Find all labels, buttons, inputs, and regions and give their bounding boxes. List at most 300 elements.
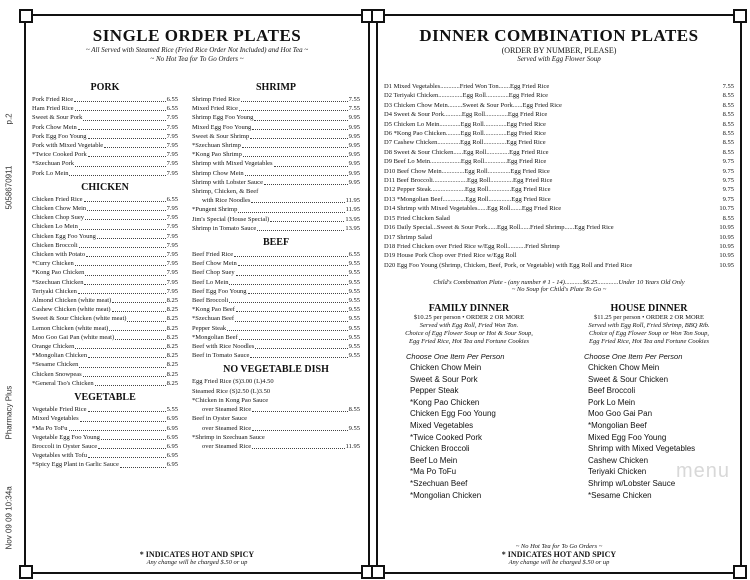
menu-item — [32, 296, 178, 305]
combination-item-name: D18 Fried Chicken over Fried Rice w/Egg Roll...........Fried Shrimp — [384, 242, 560, 250]
menu-item-name: Shrimp with Lobster Sauce — [192, 178, 263, 186]
leader-dots — [86, 250, 166, 257]
leader-dots — [75, 159, 166, 166]
menu-item-price: 9.55 — [348, 306, 360, 314]
menu-item-name: Ham Fried Rice — [32, 105, 74, 113]
menu-item — [192, 178, 360, 187]
menu-item-price: 8.25 — [166, 379, 178, 387]
menu-item — [192, 141, 360, 150]
menu-item-name: over Steamed Rice — [202, 424, 252, 432]
menu-item-name: Mixed Egg Foo Young — [192, 123, 252, 131]
menu-item-name: Chicken with Potato — [32, 251, 86, 259]
leader-dots — [274, 159, 348, 166]
menu-item-price: 9.55 — [348, 278, 360, 286]
menu-item — [32, 222, 178, 231]
menu-item-name: *General Tso's Chicken — [32, 379, 94, 387]
leader-dots — [264, 178, 348, 185]
menu-item-price: 6.55 — [166, 195, 178, 203]
leader-dots — [239, 104, 348, 111]
menu-item-price: 7.95 — [166, 169, 178, 177]
combination-item-price: 8.55 — [722, 214, 734, 222]
vegetable-list — [32, 405, 178, 469]
menu-item — [32, 150, 178, 159]
menu-item — [32, 305, 178, 314]
menu-item-price: 8.25 — [166, 333, 178, 341]
corner-decoration — [733, 9, 747, 23]
menu-item — [32, 232, 178, 241]
menu-item — [192, 205, 360, 214]
menu-item-price: 6.95 — [166, 442, 178, 450]
fax-phone: 5058670911 — [4, 165, 14, 210]
menu-item-name: *Szechuan Beef — [192, 315, 235, 323]
menu-item-price: 9.55 — [348, 269, 360, 277]
menu-item-price: 7.95 — [166, 260, 178, 268]
combination-item-price: 8.55 — [722, 111, 734, 119]
family-dinner-section — [386, 303, 552, 501]
menu-item-price: 9.55 — [348, 287, 360, 295]
fax-page: p.2 — [4, 113, 14, 125]
menu-item-name: Egg Fried Rice (S)3.00 (L)4.50 — [192, 378, 274, 386]
leader-dots — [254, 113, 347, 120]
menu-item-price: 9.95 — [348, 178, 360, 186]
menu-item-price: 8.55 — [348, 406, 360, 414]
egg-flower-soup-note: Served with Egg Flower Soup — [517, 55, 601, 63]
corner-decoration — [19, 565, 33, 579]
menu-item — [192, 342, 360, 351]
menu-item-price: 8.25 — [166, 370, 178, 378]
leader-dots — [88, 150, 166, 157]
leader-dots — [229, 278, 347, 285]
combination-item — [384, 120, 734, 129]
change-charge-note: Any change will be charged $.50 or up — [146, 559, 248, 566]
menu-item — [32, 442, 178, 451]
leader-dots — [235, 314, 348, 321]
corner-decoration — [371, 565, 385, 579]
menu-item-name: *Curry Chicken — [32, 260, 74, 268]
combination-item-name: D13 *Mongolian Beef..............Egg Roll..............Egg Fried Rice — [384, 195, 551, 203]
menu-item-price: 9.95 — [348, 151, 360, 159]
menu-item — [32, 259, 178, 268]
combination-item-name: D12 Pepper Steak.....................Egg Roll..............Egg Fried Rice — [384, 186, 551, 194]
combination-item-price: 9.75 — [722, 195, 734, 203]
menu-item — [32, 451, 178, 460]
menu-item — [192, 314, 360, 323]
menu-item-price: 9.95 — [348, 123, 360, 131]
menu-item-price: 7.95 — [166, 241, 178, 249]
leader-dots — [252, 405, 348, 412]
menu-item — [32, 204, 178, 213]
menu-item-name: Chicken Snowpeas — [32, 370, 82, 378]
menu-item-price: 9.55 — [348, 343, 360, 351]
vegetable-heading: VEGETABLE — [74, 392, 136, 404]
menu-item-name: *Mongolian Chicken — [32, 352, 88, 360]
watermark: menu — [675, 460, 730, 482]
combination-item-name: D2 Teriyaki Chicken...............Egg Roll..............Egg Fried Rice — [384, 92, 549, 100]
menu-item — [192, 95, 360, 104]
menu-item — [192, 132, 360, 141]
combination-item — [384, 82, 734, 91]
menu-item-name: Vegetable Egg Foo Young — [32, 433, 100, 441]
fax-date: Nov 09 09 10:34a — [4, 486, 14, 550]
dinner-choice-item: *Kong Pao Chicken — [410, 397, 480, 407]
menu-item-price: 8.25 — [166, 324, 178, 332]
leader-dots — [257, 224, 344, 231]
menu-item — [192, 159, 360, 168]
menu-item-name: Beef Lo Mein — [192, 278, 229, 286]
menu-item — [32, 342, 178, 351]
menu-item-price: 9.55 — [348, 260, 360, 268]
dinner-choice-item: Shrimp w/Lobster Sauce — [588, 478, 676, 488]
leader-dots — [97, 232, 166, 239]
spicy-note: * INDICATES HOT AND SPICY — [501, 550, 617, 559]
single-order-footer — [26, 550, 368, 566]
menu-item-name: Cashew Chicken (white meat) — [32, 306, 111, 314]
dinner-choice-item: *Twice Cooked Pork — [410, 432, 483, 442]
menu-item-name: Sweet & Sour Pork — [32, 114, 83, 122]
no-hot-tea-note: ~ No Hot Tea for To Go Orders ~ — [515, 543, 603, 550]
menu-item-name: Almond Chicken (white meat) — [32, 297, 112, 305]
combination-item — [384, 223, 734, 232]
single-order-title: SINGLE ORDER PLATES — [92, 26, 302, 45]
menu-item-price: 6.95 — [166, 461, 178, 469]
leader-dots — [79, 241, 166, 248]
menu-item-name: *Pungent Shrimp — [192, 206, 238, 214]
menu-item-price: 5.55 — [166, 406, 178, 414]
leader-dots — [252, 442, 345, 449]
menu-item-name: Chicken Chop Suey — [32, 214, 84, 222]
leader-dots — [75, 104, 166, 111]
leader-dots — [252, 424, 348, 431]
menu-item — [32, 278, 178, 287]
family-choose-note: Choose One Item Per Person — [406, 352, 505, 361]
left-menu-column — [32, 78, 178, 470]
combination-item-name: D8 Sweet & Sour Chicken......Egg Roll..............Egg Fried Rice — [384, 148, 549, 156]
menu-item-price: 7.95 — [166, 278, 178, 286]
combination-item — [384, 242, 734, 251]
menu-item — [32, 414, 178, 423]
dinner-choice-item: *Ma Po ToFu — [410, 467, 457, 477]
menu-item-price: 6.95 — [166, 415, 178, 423]
single-order-subtitle: ~ All Served with Steamed Rice (Fried Rice Order Not Included) and Hot Tea ~ — [85, 46, 309, 54]
combination-item-name: D3 Chicken Chow Mein.........Sweet & Sour Pork......Egg Fried Rice — [384, 101, 562, 109]
dinner-choice-item: *Mongolian Beef — [588, 420, 647, 430]
menu-item-price: 7.55 — [348, 96, 360, 103]
combination-item-name: D7 Cashew Chicken..............Egg Roll..............Egg Fried Rice — [384, 139, 546, 147]
menu-item-name: Chicken Lo Mein — [32, 223, 78, 231]
menu-item — [32, 351, 178, 360]
pork-heading: PORK — [90, 82, 120, 93]
menu-item-price: 7.95 — [166, 251, 178, 259]
leader-dots — [227, 324, 348, 331]
dinner-choice-item: Shrimp with Mixed Vegetables — [588, 444, 696, 454]
menu-item — [32, 195, 178, 204]
menu-item-price: 9.55 — [348, 424, 360, 432]
menu-item-name: Moo Goo Gai Pan (white meat) — [32, 333, 115, 341]
combination-item-price: 8.55 — [722, 101, 734, 109]
menu-item — [32, 141, 178, 150]
menu-item — [32, 169, 178, 178]
menu-item — [32, 132, 178, 141]
menu-item — [32, 333, 178, 342]
combination-item — [384, 251, 734, 260]
house-dinner-desc: Egg Fried Rice, Hot Tea and Fortune Cookies — [589, 338, 709, 345]
menu-item — [192, 196, 360, 205]
leader-dots — [79, 222, 166, 229]
leader-dots — [241, 95, 348, 102]
family-dinner-heading: FAMILY DINNER — [428, 303, 510, 314]
menu-item-name: Sweet & Sour Shrimp — [192, 132, 250, 140]
child-plate-section — [378, 279, 740, 293]
menu-item — [32, 287, 178, 296]
dinner-choice-item: *Sesame Chicken — [588, 490, 652, 500]
combination-item-price: 9.75 — [722, 167, 734, 175]
family-choice-list — [406, 362, 552, 501]
fax-header-strip — [0, 0, 14, 580]
combination-item — [384, 138, 734, 147]
order-by-number-note: (ORDER BY NUMBER, PLEASE) — [501, 46, 617, 55]
leader-dots — [75, 342, 165, 349]
dinner-choice-item: Chicken Chow Mein — [410, 363, 482, 372]
menu-item — [32, 113, 178, 122]
leader-dots — [79, 360, 165, 367]
menu-item — [192, 215, 360, 224]
leader-dots — [80, 414, 166, 421]
menu-item-price: 9.55 — [348, 333, 360, 341]
leader-dots — [242, 141, 348, 148]
leader-dots — [238, 205, 344, 212]
menu-item — [32, 379, 178, 388]
single-order-subtitle-2: ~ No Hot Tea for To Go Orders ~ — [150, 55, 244, 63]
house-dinner-desc: Served with Egg Roll, Fried Shrimp, BBQ Rib. — [588, 322, 710, 329]
leader-dots — [85, 213, 166, 220]
menu-item — [32, 370, 178, 379]
menu-item — [32, 324, 178, 333]
leader-dots — [250, 351, 347, 358]
menu-item-price: 11.95 — [345, 442, 360, 450]
menu-item-name: Chicken Chow Mein — [32, 205, 87, 213]
menu-item-name: Pork Lo Mein — [32, 169, 69, 177]
leader-dots — [98, 442, 165, 449]
menu-item — [32, 433, 178, 442]
leader-dots — [236, 305, 348, 312]
dinner-choice-item: Beef Lo Mein — [410, 455, 458, 465]
leader-dots — [270, 215, 344, 222]
beef-list — [192, 250, 360, 360]
menu-item — [192, 169, 360, 178]
house-dinner-desc: Choice of Egg Flower Soup or Won Ton Soup, — [589, 330, 709, 337]
menu-item-name: Shrimp, Chicken, & Beef — [192, 188, 259, 196]
menu-item-price: 7.95 — [166, 132, 178, 140]
menu-item-name: over Steamed Rice — [202, 442, 252, 450]
corner-decoration — [371, 9, 385, 23]
menu-item-name: Vegetable Fried Rice — [32, 406, 87, 414]
leader-dots — [85, 268, 165, 275]
leader-dots — [88, 132, 166, 139]
combination-item — [384, 204, 734, 213]
menu-item-name: Beef with Rice Noodles — [192, 343, 255, 351]
leader-dots — [83, 113, 165, 120]
menu-item-price: 6.95 — [166, 452, 178, 460]
leader-dots — [88, 405, 166, 412]
menu-item-name: Chicken Broccoli — [32, 241, 78, 249]
menu-item-name: Shrimp Fried Rice — [192, 96, 241, 103]
leader-dots — [88, 451, 166, 458]
dinner-choice-item: Sweet & Sour Pork — [410, 374, 478, 384]
leader-dots — [239, 333, 348, 340]
menu-item — [192, 187, 360, 196]
house-dinner-price: $11.25 per person • ORDER 2 OR MORE — [593, 314, 704, 321]
menu-item-name: *Szechuan Pork — [32, 160, 75, 168]
combination-item-price: 8.55 — [722, 130, 734, 138]
dinner-choice-item: Pork Lo Mein — [588, 397, 636, 407]
dinner-combination-panel — [376, 14, 742, 574]
combination-item — [384, 157, 734, 166]
leader-dots — [115, 333, 165, 340]
dinner-choice-item: *Mongolian Chicken — [410, 490, 482, 500]
menu-item-name: *Szechuan Shrimp — [192, 142, 241, 150]
menu-item — [192, 123, 360, 132]
menu-item-name: Beef Chow Mein — [192, 260, 237, 268]
menu-item — [192, 104, 360, 113]
menu-item-name: *Ma Po ToFu — [32, 424, 68, 432]
menu-item-name: Chicken Egg Foo Young — [32, 232, 96, 240]
leader-dots — [74, 95, 165, 102]
leader-dots — [245, 169, 348, 176]
leader-dots — [83, 370, 166, 377]
menu-item — [32, 95, 178, 104]
menu-item-name: *Shrimp in Szechuan Sauce — [192, 433, 265, 441]
combination-item-price: 9.75 — [722, 177, 734, 185]
menu-item-price: 7.95 — [166, 287, 178, 295]
menu-item-name: over Steamed Rice — [202, 406, 252, 414]
menu-item — [192, 324, 360, 333]
leader-dots — [248, 287, 348, 294]
leader-dots — [238, 259, 348, 266]
menu-item — [192, 333, 360, 342]
leader-dots — [95, 379, 166, 386]
family-dinner-desc: Served with Egg Roll, Fried Won Ton. — [419, 322, 519, 329]
child-plate-line: Child's Combination Plate - (any number # 1 - 14)...........$6.25.............Under 10 Years Old Only — [433, 279, 685, 286]
menu-item-name: Broccoli in Oyster Sauce — [32, 442, 98, 450]
menu-item-name: *Sesame Chicken — [32, 361, 79, 369]
menu-item-price: 7.95 — [166, 114, 178, 122]
family-dinner-desc: Egg Fried Rice, Hot Tea and Fortune Cookies — [409, 338, 529, 345]
menu-item-price: 7.95 — [166, 232, 178, 240]
menu-item — [192, 296, 360, 305]
no-vegetable-heading: NO VEGETABLE DISH — [223, 364, 329, 376]
leader-dots — [251, 196, 344, 203]
menu-item-price: 8.25 — [166, 315, 178, 323]
combination-item-price: 10.95 — [719, 224, 734, 232]
menu-item-name: Steamed Rice (S)2.50 (L)3.50 — [192, 387, 271, 395]
combination-item-name: D14 Shrimp with Mixed Vegetables......Egg Roll.......Egg Fried Rice — [384, 205, 562, 213]
menu-item-name: Beef in Tomato Sauce — [192, 352, 250, 360]
combination-item-name: D5 Chicken Lo Mein.............Egg Roll..............Egg Fried Rice — [384, 120, 546, 128]
shrimp-list — [192, 95, 360, 233]
dinner-choice-item: Cashew Chicken — [588, 455, 649, 465]
leader-dots — [88, 351, 166, 358]
menu-item — [192, 414, 360, 423]
combination-item-name: D6 *Kong Pao Chicken.........Egg Roll..............Egg Fried Rice — [384, 130, 546, 138]
menu-item-name: Vegetables with Tofu — [32, 452, 88, 460]
dinner-choice-item: Chicken Broccoli — [410, 444, 470, 454]
menu-item — [192, 305, 360, 314]
menu-item-price: 8.25 — [166, 297, 178, 305]
menu-item — [192, 250, 360, 259]
menu-item-name: Pork Egg Foo Young — [32, 132, 87, 140]
menu-item — [32, 405, 178, 414]
menu-item-name: Beef Fried Rice — [192, 251, 234, 259]
combination-item — [384, 148, 734, 157]
menu-item-price: 6.55 — [166, 96, 178, 103]
menu-item-name: Jim's Special (House Special) — [192, 215, 270, 223]
combination-item-name: D15 Fried Chicken Salad — [384, 214, 450, 222]
menu-item-price: 9.95 — [348, 142, 360, 150]
menu-item-price: 9.95 — [348, 114, 360, 122]
menu-item-price: 9.95 — [348, 169, 360, 177]
menu-item-price: 6.95 — [166, 424, 178, 432]
menu-item-name: Pepper Steak — [192, 324, 227, 332]
combination-item — [384, 129, 734, 138]
menu-item-name: Lemon Chicken (white meat) — [32, 324, 109, 332]
house-choose-note: Choose One Item Per Person — [584, 352, 683, 361]
leader-dots — [84, 278, 165, 285]
combination-item-price: 10.95 — [719, 233, 734, 241]
combination-item-name: D17 Shrimp Salad — [384, 233, 433, 241]
combination-item-price: 10.75 — [719, 205, 734, 213]
menu-item — [32, 241, 178, 250]
menu-item-price: 9.55 — [348, 315, 360, 323]
dinner-choice-item: Beef Broccoli — [588, 386, 636, 396]
menu-item — [192, 442, 360, 451]
menu-item-name: Mixed Vegetables — [32, 415, 79, 423]
dinner-choice-item: *Szechuan Beef — [410, 478, 468, 488]
dinner-choice-item: Chicken Egg Foo Young — [410, 409, 496, 419]
combination-item — [384, 167, 734, 176]
combination-item — [384, 261, 734, 270]
menu-item-name: Mixed Fried Rice — [192, 105, 238, 113]
menu-item-name: Orange Chicken — [32, 343, 75, 351]
menu-item-name: Beef Broccoli — [192, 297, 229, 305]
leader-dots — [101, 433, 166, 440]
combination-item-price: 8.55 — [722, 120, 734, 128]
menu-item — [192, 351, 360, 360]
dinner-choice-item: Pepper Steak — [410, 386, 459, 396]
menu-item — [192, 150, 360, 159]
chicken-heading: CHICKEN — [81, 181, 129, 193]
fax-sender: Pharmacy Plus — [4, 385, 14, 440]
leader-dots — [112, 296, 165, 303]
combination-item-price: 8.55 — [722, 92, 734, 100]
menu-item-name: *Kong Pao Shrimp — [192, 151, 242, 159]
menu-item — [192, 377, 360, 386]
combination-item-name: D1 Mixed Vegetables............Fried Won Ton.......Egg Fried Rice — [384, 83, 550, 90]
no-vegetable-list — [192, 377, 360, 451]
combination-item — [384, 110, 734, 119]
menu-item — [192, 224, 360, 233]
menu-item-price: 8.25 — [166, 352, 178, 360]
menu-item-name: *Chicken in Kong Pao Sauce — [192, 396, 269, 404]
menu-item-name: *Twice Cooked Pork — [32, 151, 87, 159]
menu-item-name: *Kong Pao Beef — [192, 306, 235, 314]
menu-item-name: Pork with Mixed Vegetable — [32, 142, 104, 150]
leader-dots — [69, 169, 165, 176]
combination-item-price: 7.55 — [722, 83, 734, 90]
menu-item-name: Pork Fried Rice — [32, 96, 74, 103]
menu-item-price: 8.25 — [166, 306, 178, 314]
combination-item-name: D11 Beef Broccoli.....................Egg Roll..............Egg Fried Rice — [384, 177, 553, 185]
combination-item — [384, 233, 734, 242]
